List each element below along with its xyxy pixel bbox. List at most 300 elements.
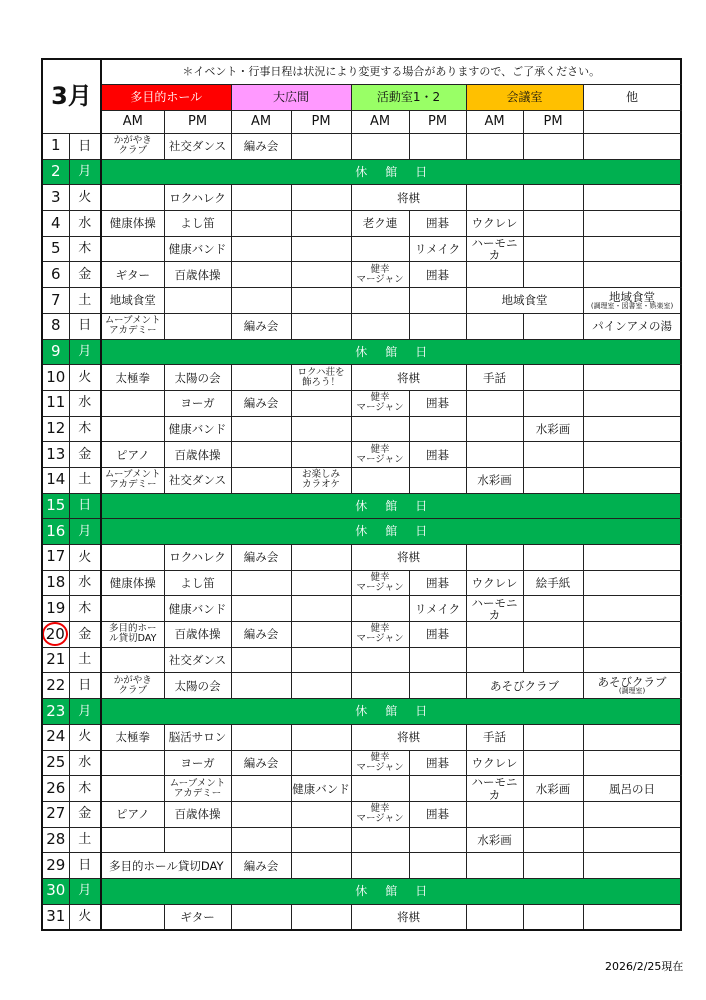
- notice-text: ＊イベント・行事日程は状況により変更する場合がありますので、ご了承ください。: [101, 59, 681, 85]
- event-cell: 健康バンド: [164, 236, 231, 262]
- empty-cell: [291, 647, 351, 673]
- empty-cell: [523, 442, 583, 468]
- weekday: 木: [69, 416, 101, 442]
- empty-cell: [291, 442, 351, 468]
- day-number: 1: [42, 134, 69, 160]
- day-number: 14: [42, 467, 69, 493]
- event-location-note: (調理室): [618, 687, 646, 696]
- pm-header: PM: [291, 111, 351, 134]
- room-header: 他: [583, 85, 681, 111]
- empty-cell: [409, 647, 466, 673]
- empty-cell: [466, 262, 523, 288]
- event-cell: ヨーガ: [164, 390, 231, 416]
- day-row: [42, 416, 681, 442]
- day-row: [42, 596, 681, 622]
- empty-cell: [291, 416, 351, 442]
- closed-day-label: 休館日: [101, 699, 681, 725]
- event-cell: ギター: [164, 904, 231, 930]
- empty-cell: [291, 211, 351, 237]
- event-cell: ヨーガ: [164, 750, 231, 776]
- empty-cell: [523, 827, 583, 853]
- day-number: 25: [42, 750, 69, 776]
- day-row: [42, 134, 681, 160]
- empty-cell: [466, 622, 523, 648]
- day-row: [42, 853, 681, 879]
- event-cell: ハーモニカ: [466, 596, 523, 622]
- empty-cell: [291, 827, 351, 853]
- event-cell: かがやき クラブ: [101, 134, 164, 160]
- day-number: 16: [42, 519, 69, 545]
- day-number: 30: [42, 878, 69, 904]
- empty-cell: [409, 467, 466, 493]
- empty-cell: [101, 545, 164, 571]
- empty-cell: [351, 416, 409, 442]
- empty-cell: [231, 801, 291, 827]
- empty-cell: [231, 570, 291, 596]
- empty-cell: [101, 827, 164, 853]
- empty-cell: [291, 134, 351, 160]
- empty-cell: [583, 134, 681, 160]
- event-cell: 百歳体操: [164, 622, 231, 648]
- day-number: 18: [42, 570, 69, 596]
- day-number: 19: [42, 596, 69, 622]
- weekday: 金: [69, 442, 101, 468]
- day-row: [42, 776, 681, 802]
- empty-cell: [291, 185, 351, 211]
- empty-cell: [231, 262, 291, 288]
- event-cell: 将棋: [351, 545, 466, 571]
- empty-cell: [231, 647, 291, 673]
- day-row: [42, 236, 681, 262]
- event-cell: 地域食堂: [101, 288, 164, 314]
- event-cell: 囲碁: [409, 570, 466, 596]
- day-number: 21: [42, 647, 69, 673]
- weekday: 金: [69, 262, 101, 288]
- empty-cell: [523, 545, 583, 571]
- weekday: 土: [69, 467, 101, 493]
- day-row: [42, 313, 681, 339]
- empty-cell: [466, 416, 523, 442]
- event-cell: ムーブメント アカデミー: [164, 776, 231, 802]
- weekday: 水: [69, 570, 101, 596]
- empty-cell: [291, 262, 351, 288]
- pm-header: PM: [409, 111, 466, 134]
- empty-cell: [164, 288, 231, 314]
- empty-cell: [291, 673, 351, 699]
- empty-cell: [583, 262, 681, 288]
- day-row: [42, 211, 681, 237]
- empty-cell: [101, 596, 164, 622]
- weekday: 金: [69, 622, 101, 648]
- empty-cell: [351, 647, 409, 673]
- empty-cell: [231, 827, 291, 853]
- empty-cell: [164, 313, 231, 339]
- empty-cell: [291, 904, 351, 930]
- empty-cell: [291, 288, 351, 314]
- day-number: 6: [42, 262, 69, 288]
- empty-cell: [231, 673, 291, 699]
- event-cell: 水彩画: [466, 467, 523, 493]
- event-cell: 編み会: [231, 313, 291, 339]
- event-cell: ロクハ荘を 飾ろう！: [291, 365, 351, 391]
- event-cell: 社交ダンス: [164, 134, 231, 160]
- empty-cell: [291, 724, 351, 750]
- event-cell: リメイク: [409, 596, 466, 622]
- empty-cell: [583, 801, 681, 827]
- empty-cell: [523, 313, 583, 339]
- event-cell: 健幸 マージャン: [351, 570, 409, 596]
- closed-day-label: 休館日: [101, 493, 681, 519]
- event-cell: 将棋: [351, 185, 466, 211]
- event-cell: 社交ダンス: [164, 647, 231, 673]
- empty-cell: [291, 622, 351, 648]
- weekday: 水: [69, 390, 101, 416]
- event-cell: 百歳体操: [164, 262, 231, 288]
- empty-cell: [231, 185, 291, 211]
- closed-day-label: 休館日: [101, 159, 681, 185]
- weekday: 土: [69, 827, 101, 853]
- empty-cell: [231, 416, 291, 442]
- closed-day-label: 休館日: [101, 339, 681, 365]
- empty-cell: [351, 673, 409, 699]
- day-row: [42, 647, 681, 673]
- event-cell: 健幸 マージャン: [351, 750, 409, 776]
- empty-cell: [351, 596, 409, 622]
- day-row: [42, 442, 681, 468]
- pm-header: PM: [523, 111, 583, 134]
- empty-cell: [466, 185, 523, 211]
- empty-cell: [291, 750, 351, 776]
- day-number: 2: [42, 159, 69, 185]
- empty-cell: [523, 596, 583, 622]
- empty-cell: [583, 442, 681, 468]
- empty-cell: [523, 236, 583, 262]
- event-cell: 絵手紙: [523, 570, 583, 596]
- event-cell: 囲碁: [409, 801, 466, 827]
- event-name: あそびクラブ: [597, 675, 667, 690]
- room-header: 大広間: [231, 85, 351, 111]
- event-cell: パインアメの湯: [583, 313, 681, 339]
- empty-cell: [466, 801, 523, 827]
- empty-cell: [583, 236, 681, 262]
- event-cell: 多目的ホー ル貸切DAY: [101, 622, 164, 648]
- event-cell: 水彩画: [523, 416, 583, 442]
- event-cell: 編み会: [231, 390, 291, 416]
- day-number: 31: [42, 904, 69, 930]
- event-cell: よし笛: [164, 211, 231, 237]
- day-number: 23: [42, 699, 69, 725]
- event-cell: 将棋: [351, 724, 466, 750]
- day-number: 8: [42, 313, 69, 339]
- empty-cell: [466, 545, 523, 571]
- weekday: 火: [69, 365, 101, 391]
- event-cell: 太陽の会: [164, 673, 231, 699]
- empty-cell: [291, 313, 351, 339]
- empty-cell: [164, 827, 231, 853]
- empty-cell: [466, 904, 523, 930]
- day-row: [42, 262, 681, 288]
- empty-cell: [583, 622, 681, 648]
- event-cell: 太極拳: [101, 724, 164, 750]
- am-header: AM: [101, 111, 164, 134]
- event-cell: 老ク連: [351, 211, 409, 237]
- day-number: 27: [42, 801, 69, 827]
- empty-cell: [101, 185, 164, 211]
- empty-cell: [523, 211, 583, 237]
- am-header: AM: [466, 111, 523, 134]
- weekday: 木: [69, 596, 101, 622]
- event-cell: 多目的ホール貸切DAY: [101, 853, 231, 879]
- day-number: 4: [42, 211, 69, 237]
- event-cell: ウクレレ: [466, 211, 523, 237]
- event-cell: 編み会: [231, 545, 291, 571]
- weekday: 日: [69, 134, 101, 160]
- room-header: 会議室: [466, 85, 583, 111]
- day-number: 9: [42, 339, 69, 365]
- empty-cell: [523, 724, 583, 750]
- empty-cell: [583, 416, 681, 442]
- empty-cell: [523, 185, 583, 211]
- empty-cell: [583, 185, 681, 211]
- empty-cell: [466, 647, 523, 673]
- event-cell: 囲碁: [409, 390, 466, 416]
- empty-cell: [523, 365, 583, 391]
- event-cell: ウクレレ: [466, 570, 523, 596]
- event-cell: [583, 673, 681, 699]
- weekday: 木: [69, 236, 101, 262]
- empty-cell: [101, 750, 164, 776]
- empty-cell: [523, 904, 583, 930]
- closed-day-label: 休館日: [101, 878, 681, 904]
- empty-cell: [583, 390, 681, 416]
- empty-cell: [409, 416, 466, 442]
- empty-cell: [351, 313, 409, 339]
- empty-cell: [583, 724, 681, 750]
- empty-cell: [583, 827, 681, 853]
- weekday: 土: [69, 647, 101, 673]
- empty-cell: [351, 288, 409, 314]
- empty-cell: [583, 545, 681, 571]
- day-number: [42, 622, 69, 648]
- empty-cell: [291, 801, 351, 827]
- empty-cell: [583, 750, 681, 776]
- event-cell: 健康体操: [101, 211, 164, 237]
- day-row: [42, 904, 681, 930]
- empty-cell: [291, 545, 351, 571]
- weekday: 日: [69, 853, 101, 879]
- day-row: [42, 699, 681, 725]
- empty-cell: [466, 390, 523, 416]
- day-row: [42, 878, 681, 904]
- weekday: 日: [69, 673, 101, 699]
- other-header: [583, 111, 681, 134]
- empty-cell: [466, 442, 523, 468]
- empty-cell: [231, 776, 291, 802]
- event-cell: 健幸 マージャン: [351, 442, 409, 468]
- weekday: 水: [69, 750, 101, 776]
- event-cell: 手話: [466, 365, 523, 391]
- empty-cell: [101, 390, 164, 416]
- event-cell: 百歳体操: [164, 801, 231, 827]
- event-cell: 囲碁: [409, 211, 466, 237]
- event-cell: かがやき クラブ: [101, 673, 164, 699]
- empty-cell: [583, 467, 681, 493]
- event-cell: あそびクラブ: [466, 673, 583, 699]
- event-cell: 健康バンド: [291, 776, 351, 802]
- empty-cell: [409, 827, 466, 853]
- empty-cell: [523, 801, 583, 827]
- event-cell: 将棋: [351, 365, 466, 391]
- empty-cell: [291, 853, 351, 879]
- weekday: 水: [69, 211, 101, 237]
- empty-cell: [291, 570, 351, 596]
- event-cell: お楽しみ カラオケ: [291, 467, 351, 493]
- event-cell: 将棋: [351, 904, 466, 930]
- event-cell: ロクハレク: [164, 185, 231, 211]
- empty-cell: [583, 853, 681, 879]
- empty-cell: [523, 853, 583, 879]
- event-cell: 健康体操: [101, 570, 164, 596]
- event-cell: 水彩画: [523, 776, 583, 802]
- event-cell: 編み会: [231, 853, 291, 879]
- event-cell: 健幸 マージャン: [351, 801, 409, 827]
- day-row: [42, 622, 681, 648]
- weekday: 月: [69, 878, 101, 904]
- day-number: 3: [42, 185, 69, 211]
- day-number: 24: [42, 724, 69, 750]
- empty-cell: [351, 467, 409, 493]
- empty-cell: [351, 776, 409, 802]
- empty-cell: [291, 390, 351, 416]
- empty-cell: [231, 467, 291, 493]
- event-cell: 水彩画: [466, 827, 523, 853]
- event-name: 地域食堂: [609, 289, 656, 304]
- empty-cell: [466, 313, 523, 339]
- weekday: 金: [69, 801, 101, 827]
- empty-cell: [409, 288, 466, 314]
- monthly-schedule-table: [41, 58, 682, 931]
- event-cell: 太陽の会: [164, 365, 231, 391]
- day-number: 5: [42, 236, 69, 262]
- weekday: 木: [69, 776, 101, 802]
- event-cell: ムーブメント アカデミー: [101, 313, 164, 339]
- day-row: [42, 493, 681, 519]
- day-row: [42, 673, 681, 699]
- day-number: 10: [42, 365, 69, 391]
- room-header: 活動室1・2: [351, 85, 466, 111]
- empty-cell: [523, 134, 583, 160]
- empty-cell: [409, 313, 466, 339]
- day-number: 28: [42, 827, 69, 853]
- empty-cell: [231, 211, 291, 237]
- event-cell: ウクレレ: [466, 750, 523, 776]
- event-cell: ギター: [101, 262, 164, 288]
- event-cell: 編み会: [231, 750, 291, 776]
- weekday: 月: [69, 339, 101, 365]
- day-number: 22: [42, 673, 69, 699]
- empty-cell: [583, 596, 681, 622]
- empty-cell: [523, 622, 583, 648]
- weekday: 土: [69, 288, 101, 314]
- empty-cell: [583, 211, 681, 237]
- event-cell: 囲碁: [409, 750, 466, 776]
- empty-cell: [583, 904, 681, 930]
- day-row: [42, 750, 681, 776]
- event-cell: [583, 288, 681, 314]
- day-row: [42, 827, 681, 853]
- event-cell: ハーモニカ: [466, 776, 523, 802]
- day-row: [42, 159, 681, 185]
- day-number: 12: [42, 416, 69, 442]
- event-cell: 囲碁: [409, 622, 466, 648]
- event-cell: ピアノ: [101, 442, 164, 468]
- empty-cell: [409, 134, 466, 160]
- weekday: 火: [69, 724, 101, 750]
- day-row: [42, 339, 681, 365]
- highlight-circle: 20: [42, 622, 68, 646]
- empty-cell: [583, 647, 681, 673]
- day-row: [42, 801, 681, 827]
- event-cell: 健幸 マージャン: [351, 390, 409, 416]
- weekday: 火: [69, 545, 101, 571]
- event-cell: 健幸 マージャン: [351, 622, 409, 648]
- day-row: [42, 185, 681, 211]
- day-number: 11: [42, 390, 69, 416]
- event-cell: 社交ダンス: [164, 467, 231, 493]
- closed-day-label: 休館日: [101, 519, 681, 545]
- empty-cell: [101, 416, 164, 442]
- event-cell: 脳活サロン: [164, 724, 231, 750]
- empty-cell: [351, 827, 409, 853]
- event-cell: よし笛: [164, 570, 231, 596]
- event-cell: ピアノ: [101, 801, 164, 827]
- day-row: [42, 519, 681, 545]
- empty-cell: [583, 570, 681, 596]
- empty-cell: [101, 236, 164, 262]
- empty-cell: [523, 647, 583, 673]
- empty-cell: [231, 904, 291, 930]
- empty-cell: [523, 390, 583, 416]
- pm-header: PM: [164, 111, 231, 134]
- day-row: [42, 390, 681, 416]
- empty-cell: [466, 134, 523, 160]
- empty-cell: [231, 288, 291, 314]
- event-cell: ムーブメント アカデミー: [101, 467, 164, 493]
- as-of-date: 2026/2/25現在: [605, 960, 684, 973]
- day-row: [42, 724, 681, 750]
- day-number: 13: [42, 442, 69, 468]
- event-cell: 風呂の日: [583, 776, 681, 802]
- event-cell: 編み会: [231, 622, 291, 648]
- empty-cell: [409, 673, 466, 699]
- weekday: 日: [69, 493, 101, 519]
- event-cell: リメイク: [409, 236, 466, 262]
- event-cell: 囲碁: [409, 262, 466, 288]
- empty-cell: [523, 467, 583, 493]
- event-cell: 健康バンド: [164, 416, 231, 442]
- empty-cell: [351, 853, 409, 879]
- event-cell: 健康バンド: [164, 596, 231, 622]
- empty-cell: [231, 442, 291, 468]
- event-cell: ロクハレク: [164, 545, 231, 571]
- day-number: 15: [42, 493, 69, 519]
- event-cell: 手話: [466, 724, 523, 750]
- empty-cell: [291, 596, 351, 622]
- weekday: 月: [69, 699, 101, 725]
- empty-cell: [231, 724, 291, 750]
- empty-cell: [409, 776, 466, 802]
- am-header: AM: [351, 111, 409, 134]
